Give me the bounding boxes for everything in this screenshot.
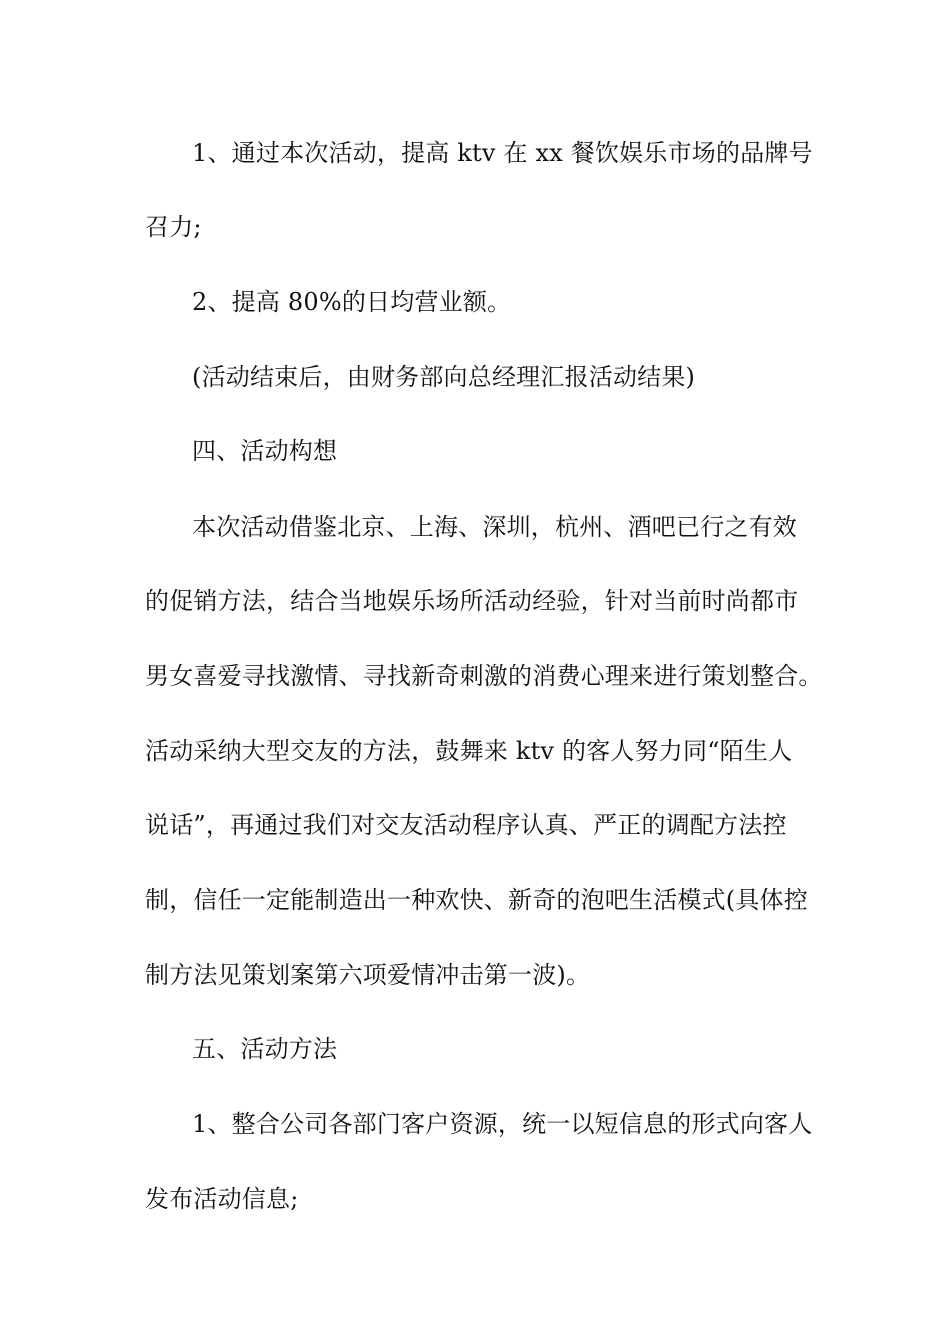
text-line: 1、整合公司各部门客户资源，统一以短信息的形式向客人 <box>192 1110 813 1138</box>
text-line: 本次活动借鉴北京、上海、深圳，杭州、酒吧已行之有效 <box>192 513 797 541</box>
text-line: 说话”，再通过我们对交友活动程序认真、严正的调配方法控 <box>145 811 787 839</box>
section-heading: 五、活动方法 <box>192 1035 338 1063</box>
text-line: 2、提高 80%的日均营业额。 <box>192 288 512 316</box>
text-line: 1、通过本次活动，提高 ktv 在 xx 餐饮娱乐市场的品牌号 <box>192 139 813 167</box>
text-line: 召力; <box>145 213 202 241</box>
text-line: (活动结束后，由财务部向总经理汇报活动结果) <box>192 363 696 391</box>
text-line: 男女喜爱寻找激情、寻找新奇刺激的消费心理来进行策划整合。 <box>145 662 823 690</box>
text-line: 制，信任一定能制造出一种欢快、新奇的泡吧生活模式(具体控 <box>145 886 808 914</box>
text-line: 制方法见策划案第六项爱情冲击第一波)。 <box>145 961 591 989</box>
text-line: 的促销方法，结合当地娱乐场所活动经验，针对当前时尚都市 <box>145 587 799 615</box>
section-heading: 四、活动构想 <box>192 437 338 465</box>
text-line: 发布活动信息; <box>145 1185 299 1213</box>
text-line: 活动采纳大型交友的方法，鼓舞来 ktv 的客人努力同“陌生人 <box>145 737 793 765</box>
